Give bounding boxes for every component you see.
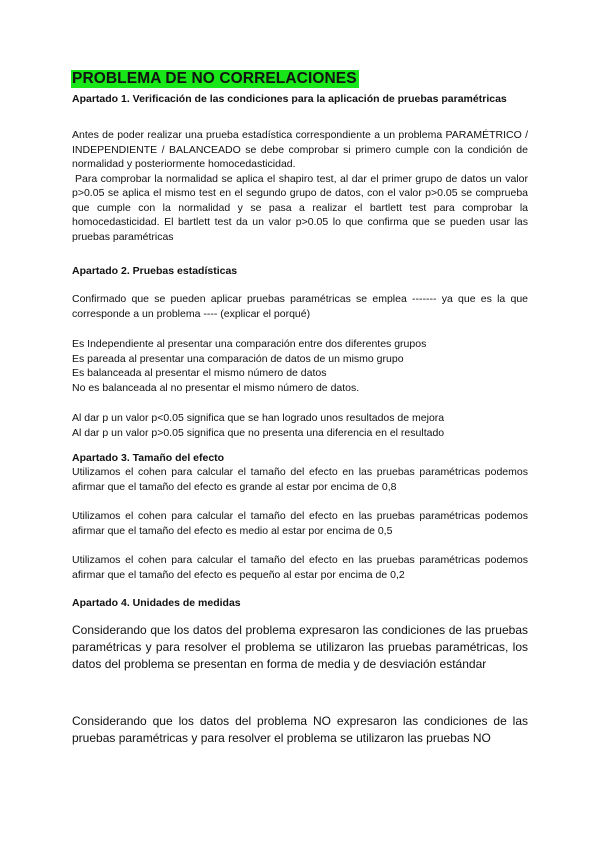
p-value-list [72, 411, 528, 440]
document-title: PROBLEMA DE NO CORRELACIONES [72, 70, 357, 87]
list-item: Al dar p un valor p>0.05 significa que no presenta una diferencia en el resultado [72, 426, 445, 439]
section-3-paragraph-3: Utilizamos el cohen para calcular el tamaño del efecto en las pruebas paramétricas podemos afirmar que el tamaño del efecto es pequeño al estar por encima de 0,2 [72, 554, 528, 581]
list-item: Es pareada al presentar una comparación de datos de un mismo grupo [72, 352, 404, 365]
section-2-paragraph-1: Confirmado que se pueden aplicar pruebas paramétricas se emplea ------- ya que es la que corresponde a un problema ---- (explicar el porqué) [72, 293, 528, 320]
section-4-paragraph-2: Considerando que los datos del problema NO expresaron las condiciones de las pruebas paramétricas y para resolver el problema se utilizaron las pruebas NO [72, 714, 528, 745]
section-3-paragraph-2: Utilizamos el cohen para calcular el tamaño del efecto en las pruebas paramétricas podemos afirmar que el tamaño del efecto es medio al estar por encima de 0,5 [72, 510, 528, 537]
list-item: No es balanceada al no presentar el mismo número de datos. [72, 381, 360, 394]
section-1-paragraph-2: Para comprobar la normalidad se aplica el shapiro test, al dar el primer grupo de datos un valor p>0.05 se aplica el mismo test en el segundo grupo de datos, con el valor p>0.05 se comprueba que cumple con la normalidad y se pasa a realizar el bartlett test para comprobar la homocedasticidad. El bartlett test da un valor p>0.05 lo que confirma que se pueden usar las pruebas paramétricas [72, 172, 528, 243]
section-3-paragraph-1: Utilizamos el cohen para calcular el tamaño del efecto en las pruebas paramétricas podemos afirmar que el tamaño del efecto es grande al estar por encima de 0,8 [72, 466, 528, 493]
list-item: Al dar p un valor p<0.05 significa que se han logrado unos resultados de mejora [72, 412, 445, 424]
section-3-heading: Apartado 3. Tamaño del efecto [72, 452, 225, 464]
list-item: Es balanceada al presentar el mismo número de datos [72, 367, 327, 379]
section-1-heading: Apartado 1. Verificación de las condiciones para la aplicación de pruebas paramétricas [72, 93, 507, 105]
section-4-paragraph-1: Considerando que los datos del problema expresaron las condiciones de las pruebas paramétricas y para resolver el problema se utilizaron las pruebas paramétricas, los datos del problema se presentan en forma de media y de desviación estándar [72, 623, 528, 671]
document-page [72, 70, 528, 747]
section-4-heading: Apartado 4. Unidades de medidas [72, 597, 241, 609]
section-1-paragraph-1: Antes de poder realizar una prueba estadística correspondiente a un problema PARAMÉTRICO / INDEPENDIENTE / BALANCEADO se debe comprobar si primero cumple con la condición de normalidad y posteriormente homocedasticidad. [72, 129, 528, 170]
list-item: Es Independiente al presentar una comparación entre dos diferentes grupos [72, 338, 427, 350]
test-type-list [72, 337, 528, 395]
section-2-heading: Apartado 2. Pruebas estadísticas [72, 265, 238, 277]
